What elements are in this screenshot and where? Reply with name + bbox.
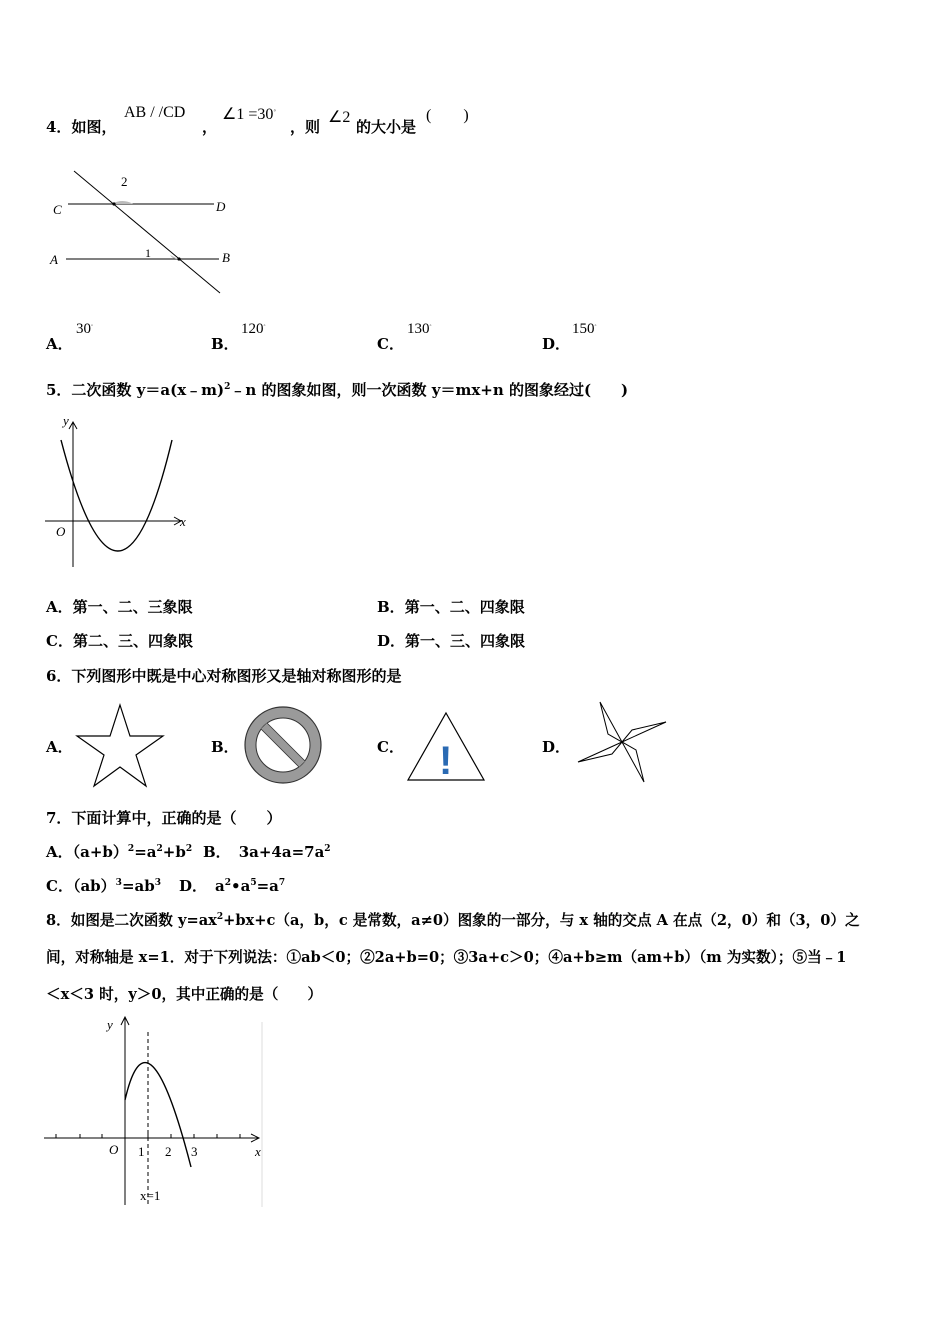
transversal-line <box>74 171 220 293</box>
q7-c-p2: =ab <box>121 877 155 895</box>
q8-line1-sup: 2 <box>216 912 224 923</box>
q4-option-d-value: 150◦ <box>572 321 597 337</box>
q8-parabola-figure <box>40 1012 270 1212</box>
origin-label: O <box>56 524 66 539</box>
q4-c-val: 130 <box>407 321 430 337</box>
label-a: A <box>50 252 58 267</box>
pinwheel-blade-1 <box>600 702 622 742</box>
q5-stem <box>46 379 628 400</box>
q4-angle1-text: ∠1 =30 <box>222 106 274 123</box>
q6-option-c-label[interactable]: C． <box>377 738 404 756</box>
parabola-curve <box>125 1063 191 1167</box>
q7-d-p2: •a <box>231 877 251 895</box>
q4-option-b-value: 120◦ <box>241 321 266 337</box>
q4-then: ，则 <box>290 118 321 136</box>
q7-b-sup: 2 <box>324 844 331 854</box>
q7-c-label: C． <box>46 877 73 895</box>
q4-option-c-label[interactable]: C． <box>377 335 404 353</box>
q5-b-label: B． <box>377 598 405 616</box>
intersection-upper <box>112 202 115 205</box>
symmetry-axis-label: x=1 <box>140 1188 161 1203</box>
label-c: C <box>53 202 62 217</box>
q4-number: 4． <box>46 118 72 136</box>
label-2: 2 <box>121 174 128 189</box>
q7-option-a[interactable] <box>46 841 192 862</box>
q7-d-p3: =a <box>256 877 279 895</box>
q7-a-p3: +b <box>162 843 186 861</box>
q7-a-p2: =a <box>134 843 157 861</box>
q7-b-label: B． <box>203 843 231 861</box>
q7-a-s2: 2 <box>156 844 163 854</box>
q6-option-a-label[interactable]: A． <box>46 738 73 756</box>
q7-d-s3: 7 <box>278 878 286 888</box>
q7-stem: 7．下面计算中，正确的是（ ） <box>46 809 282 827</box>
y-label: y <box>63 413 69 428</box>
pinwheel-blade-4 <box>578 742 622 762</box>
q4-a-val: 30 <box>76 321 91 337</box>
warning-triangle-icon[interactable] <box>404 710 488 784</box>
q7-b-text: 3a+4a=7a <box>238 843 325 861</box>
q7-option-b[interactable] <box>203 841 331 862</box>
q7-d-s1: 2 <box>224 878 232 888</box>
pinwheel-blade-3 <box>622 742 644 782</box>
star-shape-icon[interactable] <box>72 702 168 788</box>
q7-d-label: D． <box>179 877 208 895</box>
q4-parallel-lines-figure <box>44 165 244 300</box>
q5-d-label: D． <box>377 632 406 650</box>
q7-c-s1: 3 <box>115 878 122 888</box>
q7-d-p1: a <box>215 877 225 895</box>
q4-option-a-value: 30◦ <box>76 321 94 337</box>
q4-option-a-label[interactable]: A． <box>46 335 73 353</box>
q5-sup: 2 <box>224 382 231 392</box>
exclamation-mark: ! <box>439 739 453 783</box>
prohibition-sign-icon[interactable] <box>242 704 324 786</box>
q5-d-text: 第一、三、四象限 <box>405 632 526 650</box>
q4-angle2: ∠2 <box>328 109 351 126</box>
q5-a-label: A． <box>46 598 73 616</box>
pinwheel-shape-icon[interactable] <box>576 696 672 788</box>
star-polygon <box>77 705 163 786</box>
q4-post: 的大小是 <box>356 118 417 136</box>
q4-b-val: 120 <box>241 321 264 337</box>
x-label: x <box>255 1144 261 1159</box>
q7-d-s2: 5 <box>250 878 257 888</box>
q4-d-val: 150 <box>572 321 595 337</box>
q7-a-s3: 2 <box>185 844 193 854</box>
q6-option-d-label[interactable]: D． <box>542 738 571 756</box>
q4-option-d-label[interactable]: D． <box>542 335 571 353</box>
tick-1-label: 1 <box>138 1144 145 1159</box>
q8-line1b: +bx+c（a，b，c 是常数，a≠0）图象的一部分，与 x 轴的交点 A 在点（2，0）和（3，0）之 <box>223 912 860 929</box>
q4-answer-paren: ( ) <box>426 107 469 124</box>
parabola-curve <box>61 440 172 551</box>
q8-line-1 <box>46 909 860 930</box>
q7-a-p1: （a+b） <box>72 843 128 861</box>
q5-option-d[interactable] <box>377 630 525 651</box>
q5-option-b[interactable] <box>377 596 525 617</box>
q5-option-a[interactable] <box>46 596 193 617</box>
q6-stem: 6．下列图形中既是中心对称图形又是轴对称图形的是 <box>46 667 402 685</box>
q7-a-label: A． <box>46 843 73 861</box>
q4-pre: 如图， <box>71 118 117 136</box>
q5-c-text: 第二、三、四象限 <box>72 632 193 650</box>
q4-option-c-value: 130◦ <box>407 321 432 337</box>
q4-condition-parallel: AB / /CD <box>124 104 186 121</box>
q4-option-b-label[interactable]: B． <box>211 335 239 353</box>
label-b: B <box>222 250 230 265</box>
q5-option-c[interactable] <box>46 630 193 651</box>
q7-c-s2: 3 <box>154 878 161 888</box>
intersection-lower <box>177 257 180 260</box>
q7-option-c[interactable] <box>46 875 161 896</box>
q5-c-label: C． <box>46 632 73 650</box>
q8-line-3: ＜x＜3 时，y＞0，其中正确的是（ ） <box>46 986 323 1003</box>
pinwheel-blade-2 <box>622 722 666 742</box>
q4-stem <box>46 116 116 137</box>
q5-parabola-figure <box>40 412 200 577</box>
q5-text2: ﹣n 的图象如图，则一次函数 y＝mx+n 的图象经过( ) <box>230 381 629 399</box>
q5-a-text: 第一、二、三象限 <box>72 598 193 616</box>
tick-2-label: 2 <box>165 1144 172 1159</box>
q8-line1a: 8．如图是二次函数 y=ax <box>46 912 217 929</box>
y-label: y <box>107 1017 113 1032</box>
x-label: x <box>180 514 186 529</box>
label-1: 1 <box>145 246 151 260</box>
tick-3-label: 3 <box>191 1144 198 1159</box>
q7-option-d[interactable] <box>179 875 285 896</box>
label-d: D <box>216 199 226 214</box>
q4-comma: ， <box>202 118 218 136</box>
q8-line-2: 间，对称轴是 x=1．对于下列说法：①ab＜0；②2a+b=0；③3a+c＞0；④a+b≥m（am+b）（m 为实数）；⑤当﹣1 <box>46 949 847 966</box>
q7-a-s1: 2 <box>127 844 135 854</box>
origin-label: O <box>109 1142 119 1157</box>
q7-c-p1: （ab） <box>72 877 116 895</box>
q5-b-text: 第一、二、四象限 <box>404 598 525 616</box>
q5-text: 5．二次函数 y＝a(x﹣m) <box>46 381 225 399</box>
q4-condition-angle1: ∠1 =30◦ <box>222 106 276 123</box>
q6-option-b-label[interactable]: B． <box>211 738 239 756</box>
